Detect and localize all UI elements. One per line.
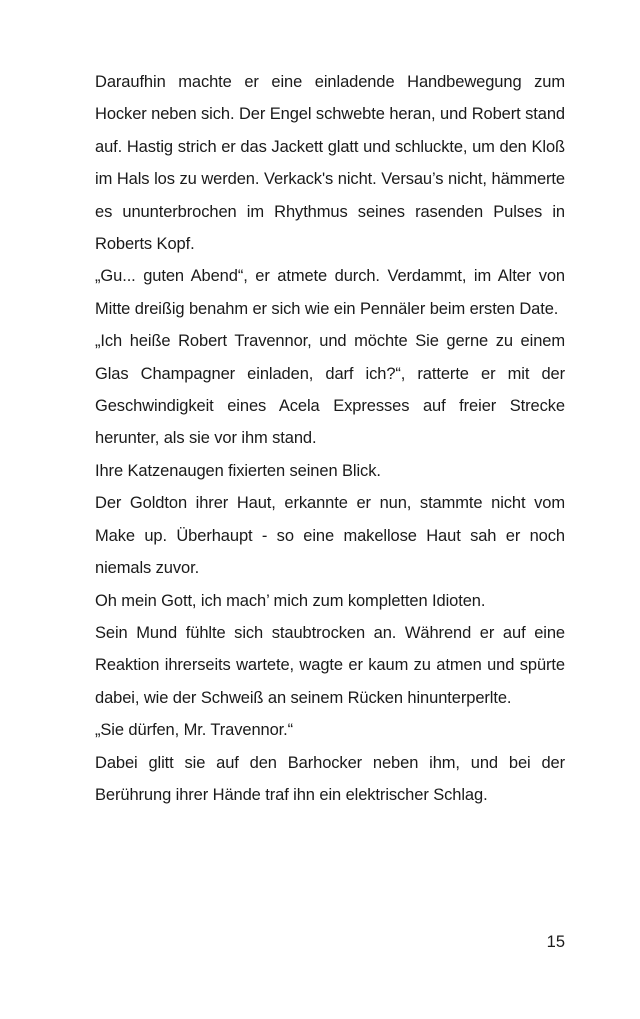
paragraph: Daraufhin machte er eine einladende Handbewegung zum Hocker neben sich. Der Engel schwebte heran, und Robert stand auf. Hastig strich er das Jackett glatt und schluckte, um den Kloß im Hals los zu werden. Verkack's nicht. Versau’s nicht, hämmerte es ununterbrochen im Rhythmus seines rasenden Pulses in Roberts Kopf. bbox=[95, 73, 565, 254]
page-number: 15 bbox=[546, 933, 565, 951]
paragraph: Ihre Katzenaugen fixierten seinen Blick. bbox=[95, 461, 381, 480]
paragraph: Dabei glitt sie auf den Barhocker neben ihm, und bei der Berührung ihrer Hände traf ihn ein elektrischer Schlag. bbox=[95, 753, 565, 804]
paragraph: Sein Mund fühlte sich staubtrocken an. Während er auf eine Reaktion ihrerseits wartete, wagte er kaum zu atmen und spürte dabei, wie der Schweiß an seinem Rücken hinunterperlte. bbox=[95, 623, 565, 707]
paragraph: „Gu... guten Abend“, er atmete durch. Verdammt, im Alter von Mitte dreißig benahm er sich wie ein Pennäler beim ersten Date. bbox=[95, 267, 565, 318]
paragraph: Der Goldton ihrer Haut, erkannte er nun, stammte nicht vom Make up. Überhaupt - so eine makellose Haut sah er noch niemals zuvor. bbox=[95, 494, 565, 578]
paragraph: Oh mein Gott, ich mach’ mich zum kompletten Idioten. bbox=[95, 591, 486, 610]
paragraph: „Ich heiße Robert Travennor, und möchte Sie gerne zu einem Glas Champagner einladen, darf ich?“, ratterte er mit der Geschwindigkeit eines Acela Expresses auf freier Strecke herunter, als sie vor ihm stand. bbox=[95, 332, 565, 448]
paragraph: „Sie dürfen, Mr. Travennor.“ bbox=[95, 721, 294, 740]
page-body bbox=[95, 66, 565, 811]
